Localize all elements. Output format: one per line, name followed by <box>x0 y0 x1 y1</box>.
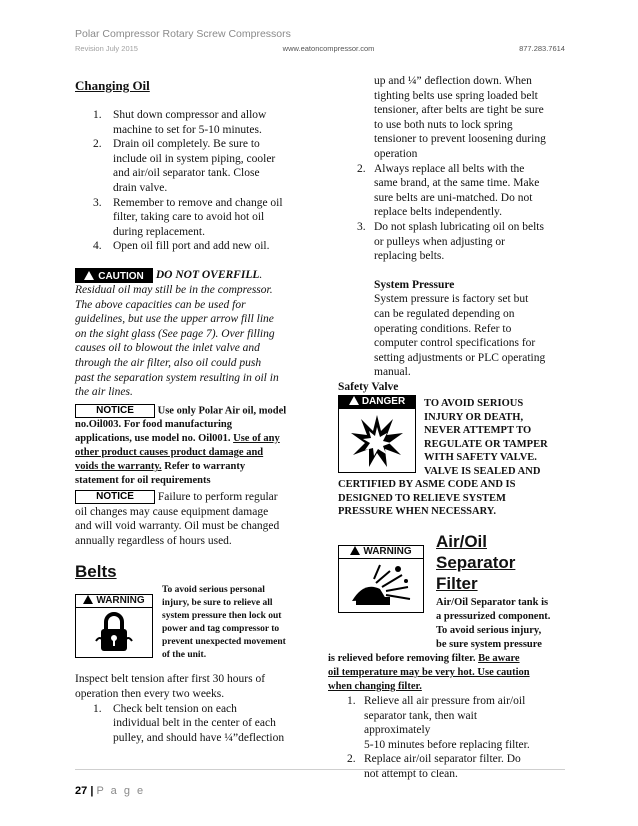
danger-text-full: CERTIFIED BY ASME CODE AND IS DESIGNED TO RELIEVE SYSTEM PRESSURE WHEN NECESSARY. <box>338 479 516 518</box>
belt-step1-continued: up and ¼” deflection down. When tighting belts use spring loaded belt tensioner, after belts are tight be sure to use both nuts to lock spring tensioner to prevent loosening during operation <box>374 75 546 160</box>
warning-triangle-icon <box>84 271 94 280</box>
header-phone: 877.283.7614 <box>519 44 565 53</box>
warning-sign: WARNING <box>338 545 424 652</box>
footer-divider <box>75 769 565 770</box>
header-revision: Revision July 2015 <box>75 44 138 53</box>
explosion-icon <box>338 409 416 473</box>
caution-lead: DO NOT OVERFILL <box>155 269 260 282</box>
separator-warning-text: Air/Oil Separator tank is a pressurized component. To avoid serious injury, be sure system pressure <box>436 596 551 650</box>
warning-triangle-icon <box>83 595 93 604</box>
notice-sign: NOTICE <box>75 404 155 418</box>
belts-warning-block <box>75 584 305 662</box>
page-header <box>75 28 565 54</box>
lockout-padlock-icon <box>75 608 153 658</box>
separator-warning-block <box>338 531 566 652</box>
warning-triangle-icon <box>350 546 360 555</box>
belts-steps-part2 <box>338 162 566 264</box>
belts-warning-text: To avoid serious personal injury, be sure to relieve all system pressure then lock out power and tag compressor to prevent unexpected movement of the unit. <box>162 585 286 661</box>
page-footer <box>75 769 565 799</box>
belts-steps-part1 <box>75 702 305 746</box>
safety-valve-heading: Safety Valve <box>338 380 399 393</box>
separator-warning-full: is relieved before removing filter. Be aware oil temperature may be very hot. Use caution when changing filter. <box>328 652 530 692</box>
pressurized-burst-icon <box>338 559 424 613</box>
left-column <box>75 72 305 745</box>
list-item: 2. Always replace all belts with the same brand, at the same time. Make sure belts are uni-matched. Do not replace belts independently. <box>357 162 540 219</box>
list-item: 4. Open oil fill port and add new oil. <box>93 240 270 253</box>
list-item: 2. Replace air/oil separator filter. Do not attempt to clean. <box>347 753 521 780</box>
separator-side <box>436 531 566 652</box>
warning-triangle-icon <box>349 396 359 405</box>
danger-text-side: TO AVOID SERIOUS INJURY OR DEATH, NEVER ATTEMPT TO REGULATE OR TAMPER WITH SAFETY VALVE. VALVE IS SEALED AND <box>424 398 548 477</box>
right-column <box>328 74 566 782</box>
belts-intro: Inspect belt tension after first 30 hours of operation then every two weeks. <box>75 673 266 701</box>
safety-valve-danger-block <box>338 395 566 478</box>
belts-heading: Belts <box>75 562 117 582</box>
system-pressure-heading: System Pressure <box>374 278 455 291</box>
notice-sign: NOTICE <box>75 490 155 504</box>
danger-sign: DANGER <box>338 395 416 478</box>
notice-block-oil: NOTICE Use only Polar Air oil, model no.Oil003. For food manufacturing applications, use model no. Oil001. Use of any other product causes product damage and voids the warranty. Refer to warranty statement for oil requirements <box>75 404 287 487</box>
page-number: 27 | P a g e <box>75 785 146 797</box>
separator-heading: Air/Oil Separator Filter <box>436 531 516 593</box>
caution-sign: CAUTION <box>75 268 153 283</box>
list-item: 3. Remember to remove and change oil filter, taking care to avoid hot oil during replacement. <box>93 196 283 238</box>
list-item: 2. Drain oil completely. Be sure to include oil in system piping, cooler and air/oil separator tank. Close drain valve. <box>93 138 276 194</box>
caution-block: CAUTION DO NOT OVERFILL. Residual oil may still be in the compressor. The above capacities can be used for guidelines, but use the upper arrow fill line on the sight glass (See page 7). Over filling causes oil to blowout the inlet valve and through the air filter, also oil could push past the separation system resulting in oil in the air lines. <box>75 269 279 399</box>
list-item: 1. Relieve all air pressure from air/oil separator tank, then wait approximately 5-10 minutes before replacing filter. <box>347 694 530 751</box>
warning-sign: WARNING <box>75 594 153 662</box>
system-pressure-section: System Pressure System pressure is factory set but can be regulated depending on operating conditions. Refer to computer control specifications for setting adjustments or PLC operating manual. <box>338 278 566 380</box>
notice-block-warranty: NOTICE Failure to perform regular oil changes may cause equipment damage and will void warranty. Oil must be changed annually regardless of hours used. <box>75 491 280 547</box>
header-title: Polar Compressor Rotary Screw Compressors <box>75 28 291 40</box>
changing-oil-steps <box>75 108 305 254</box>
list-item: 1. Check belt tension on each individual belt in the center of each pulley, and should have ¼”deflection <box>93 702 285 744</box>
header-website: www.eatoncompressor.com <box>282 44 375 53</box>
changing-oil-heading: Changing Oil <box>75 78 150 93</box>
list-item: 3. Do not splash lubricating oil on belts or pulleys when adjusting or replacing belts. <box>357 220 544 263</box>
list-item: 1. Shut down compressor and allow machine to set for 5-10 minutes. <box>93 109 267 136</box>
header-info-row <box>75 44 565 54</box>
